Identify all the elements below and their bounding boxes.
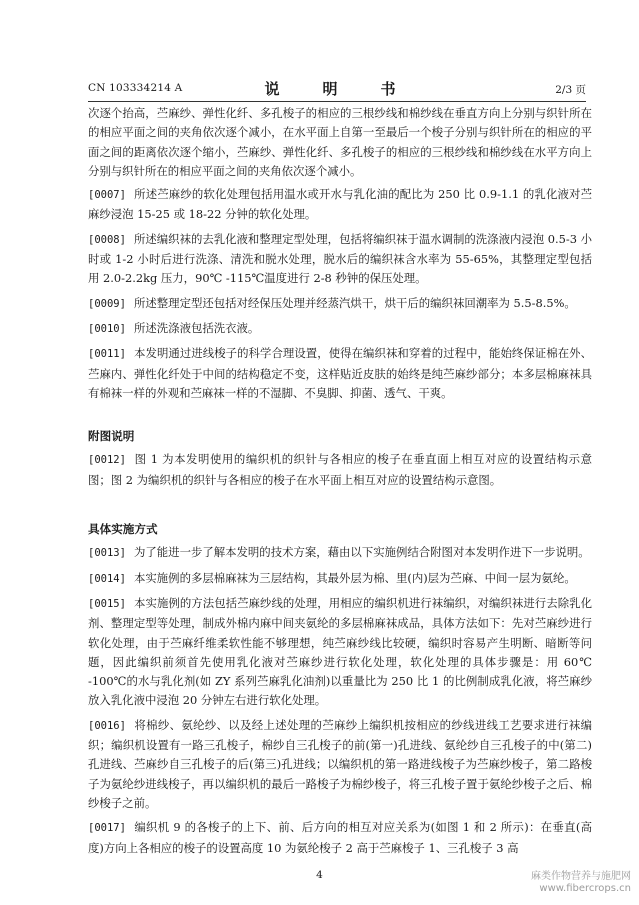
numbered-paragraph <box>88 319 592 339</box>
numbered-paragraph <box>88 594 592 711</box>
numbered-paragraph <box>88 294 592 314</box>
paragraph-number: [0014] <box>88 572 126 585</box>
page-indicator: 2/3 页 <box>555 84 586 96</box>
page-number: 4 <box>316 869 323 881</box>
paragraph-text: 为了能进一步了解本发明的技术方案，藉由以下实施例结合附图对本发明作进下一步说明。 <box>134 545 590 560</box>
paragraph-number: [0013] <box>88 547 126 560</box>
paragraph-number: [0012] <box>88 454 126 467</box>
section-heading-drawings: 附图说明 <box>88 429 135 444</box>
watermark-line-2: www.fibercrops.cn <box>539 883 631 894</box>
watermark <box>531 871 631 895</box>
paragraph-group-c <box>88 543 592 857</box>
paragraph-text: 所述苎麻纱的软化处理包括用温水或开水与乳化油的配比为 250 比 0.9-1.1 的乳化液对苎麻纱浸泡 15-25 或 18-22 分钟的软化处理。 <box>88 187 592 222</box>
numbered-paragraph <box>88 230 592 289</box>
paragraph-text: 本发明通过进线梭子的科学合理设置，使得在编织袜和穿着的过程中，能始终保证棉在外、苎麻内、弹性化纤处于中间的结构稳定不变，这样贴近皮肤的始终是纯苎麻纱部分；本多层棉麻袜具有棉袜一样的外观和苎麻袜一样的不湿脚、不臭脚、抑菌、透气、干爽。 <box>88 346 592 400</box>
paragraph-text: 所述编织袜的去乳化液和整理定型处理，包括将编织袜于温水调制的洗涤液内浸泡 0.5-3 小时或 1-2 小时后进行洗涤、清洗和脱水处理，脱水后的编织袜含水率为 55-65%，其整理定型包括用 2.0-2.2kg 压力，90℃ -115℃温度进行 2-8 秒钟的保压处理。 <box>88 231 592 286</box>
paragraph-number: [0015] <box>88 597 126 610</box>
paragraph-number: [0016] <box>88 719 126 732</box>
paragraph-text: 本实施例的方法包括苎麻纱线的处理，用相应的编织机进行袜编织，对编织袜进行去除乳化剂、整理定型等处理，制成外棉内麻中间夹氨纶的多层棉麻袜成品，具体方法如下：先对苎麻纱进行软化处理，由于苎麻纤维柔软性能不够理想，纯苎麻纱线比较硬，编织时容易产生明断、暗断等问题，因此编织前须首先使用乳化液对苎麻纱进行软化处理，软化处理的具体步骤是：用 60℃ -100℃的水与乳化剂(如 ZY 系列苎麻乳化油剂)以重量比为 250 比 1 的比例制成乳化液，将苎麻纱放入乳化液中浸泡 20 分钟左右进行软化处理。 <box>88 595 592 708</box>
doc-title: 说 明 书 <box>264 80 410 98</box>
numbered-paragraph <box>88 716 592 813</box>
paragraph-text: 图 1 为本发明使用的编织机的织针与各相应的梭子在垂直面上相互对应的设置结构示意图；图 2 为编织机的织针与各相应的梭子在水平面上相互对应的设置结构示意图。 <box>88 452 592 487</box>
numbered-paragraph <box>88 450 592 490</box>
watermark-line-1: 麻类作物营养与施肥网 <box>531 871 631 882</box>
paragraph-text: 编织机 9 的各梭子的上下、前、后方向的相互对应关系为(如图 1 和 2 所示)：在垂直(高度)方向上各相应的梭子的设置高度 10 为氨纶梭子 2 高于苎麻梭子 1、三孔梭子 3 高 <box>88 820 592 855</box>
continued-paragraph: 次逐个抬高，苎麻纱、弹性化纤、多孔梭子的相应的三根纱线和棉纱线在垂直方向上分别与织针所在的相应平面之间的夹角依次逐个减小，在水平面上自第一至最后一个梭子分别与织针所在的相应的平面之间的距离依次逐个缩小，苎麻纱、弹性化纤、多孔梭子的相应的三根纱线和棉纱线在水平方向上分别与织针所在的相应平面之间的夹角依次逐个减小。 <box>88 106 592 178</box>
paragraph-number: [0010] <box>88 322 126 335</box>
page-header <box>88 78 586 100</box>
header-rule <box>88 101 586 102</box>
numbered-paragraph <box>88 185 592 225</box>
doc-number: CN 103334214 A <box>88 82 183 94</box>
paragraph-number: [0009] <box>88 297 126 310</box>
numbered-paragraph <box>88 818 592 858</box>
paragraph-text: 将棉纱、氨纶纱、以及经上述处理的苎麻纱上编织机按相应的纱线进线工艺要求进行袜编织；编织机设置有一路三孔梭子，棉纱自三孔梭子的前(第一)孔进线、氨纶纱自三孔梭子的中(第二)孔进线、苎麻纱自三孔梭子的后(第三)孔进线；以编织机的第一路进线梭子为苎麻纱梭子，第二路梭子为氨纶纱进线梭子，再以编织机的最后一路梭子为棉纱梭子，将三孔梭子置于氨纶纱梭子之后、棉纱梭子之前。 <box>88 717 592 810</box>
paragraph-group-a <box>88 185 592 403</box>
paragraph-number: [0007] <box>88 189 126 202</box>
paragraph-text: 所述洗涤液包括洗衣液。 <box>134 320 260 335</box>
paragraph-text: 所述整理定型还包括对经保压处理并经蒸汽烘干，烘干后的编织袜回潮率为 5.5-8.5%。 <box>134 295 576 310</box>
section-heading-embodiment: 具体实施方式 <box>88 522 158 537</box>
paragraph-group-b <box>88 450 592 490</box>
numbered-paragraph <box>88 543 592 563</box>
paragraph-text: 本实施例的多层棉麻袜为三层结构，其最外层为棉、里(内)层为苎麻、中间一层为氨纶。 <box>134 570 576 585</box>
numbered-paragraph <box>88 344 592 403</box>
body-text <box>88 104 592 863</box>
paragraph-number: [0011] <box>88 348 126 361</box>
paragraph-number: [0008] <box>88 233 126 246</box>
numbered-paragraph <box>88 569 592 589</box>
paragraph-number: [0017] <box>88 822 126 835</box>
